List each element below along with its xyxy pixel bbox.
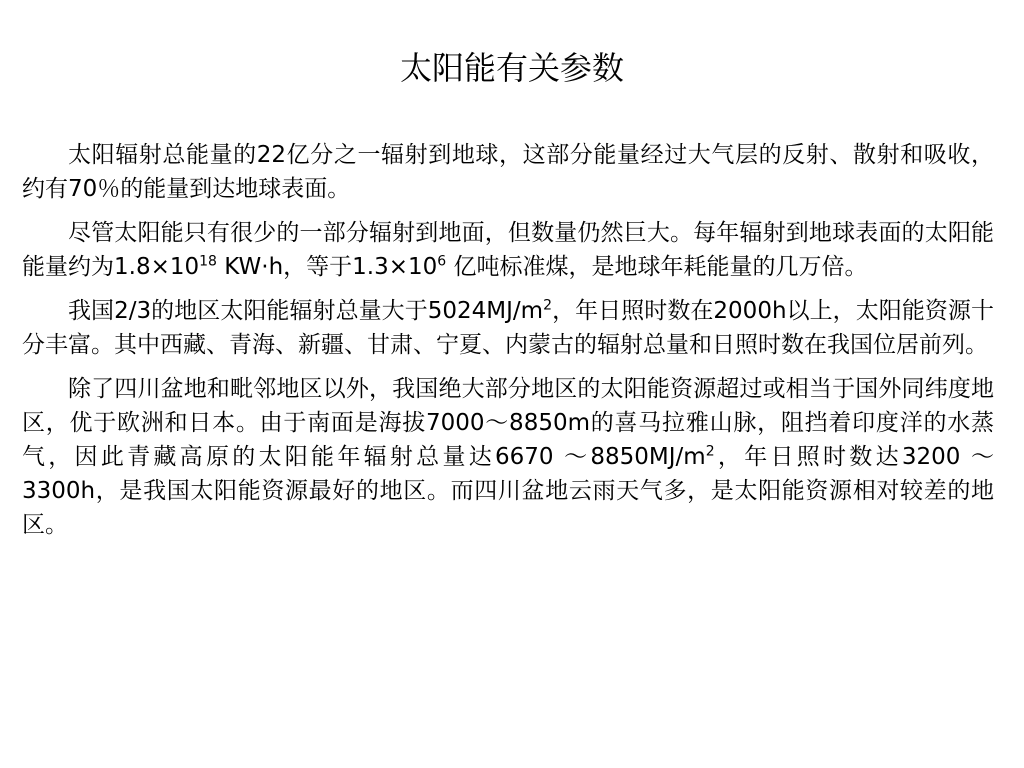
paragraph-2-text-a: 尽管太阳能只有很少的一部分辐射到地面，但数量仍然巨大。每年辐射到地球表面的太阳能能量约为1.8×10 [22,220,994,280]
slide-body [22,138,994,552]
exponent-2: 2 [543,297,553,314]
paragraph-4-text-a: 除了四川盆地和毗邻地区以外，我国绝大部分地区的太阳能资源超过或相当于国外同纬度地区，优于欧洲和日本。由于南面是海拔7000～8850m的喜马拉雅山脉，阻挡着印度洋的水蒸气，因此青藏高原的太阳能年辐射总量达6670 ～8850MJ/m [22,376,994,470]
paragraph-2 [22,216,994,284]
paragraph-1 [22,138,994,206]
paragraph-2-text-b: KW·h，等于1.3×10 [216,254,438,280]
paragraph-4 [22,372,994,542]
exponent-2: 2 [705,443,715,460]
paragraph-2-text-c: 亿吨标准煤，是地球年耗能量的几万倍。 [446,254,868,280]
paragraph-1-text: 太阳辐射总能量的22亿分之一辐射到地球，这部分能量经过大气层的反射、散射和吸收，约有70％的能量到达地球表面。 [22,142,994,202]
paragraph-3-text-b: ，年日照时数在2000h以上，太阳能资源十分丰富。其中西藏、青海、新疆、甘肃、宁夏、内蒙古的辐射总量和日照时数在我国位居前列。 [22,298,994,358]
exponent-18: 18 [199,253,217,270]
exponent-6: 6 [437,253,447,270]
slide-title: 太阳能有关参数 [399,49,624,87]
paragraph-3-text-a: 我国2/3的地区太阳能辐射总量大于5024MJ/m [68,298,544,324]
paragraph-4-text-b: ，年日照时数达3200 ～3300h，是我国太阳能资源最好的地区。而四川盆地云雨天气多，是太阳能资源相对较差的地区。 [22,444,994,538]
paragraph-3 [22,294,994,362]
